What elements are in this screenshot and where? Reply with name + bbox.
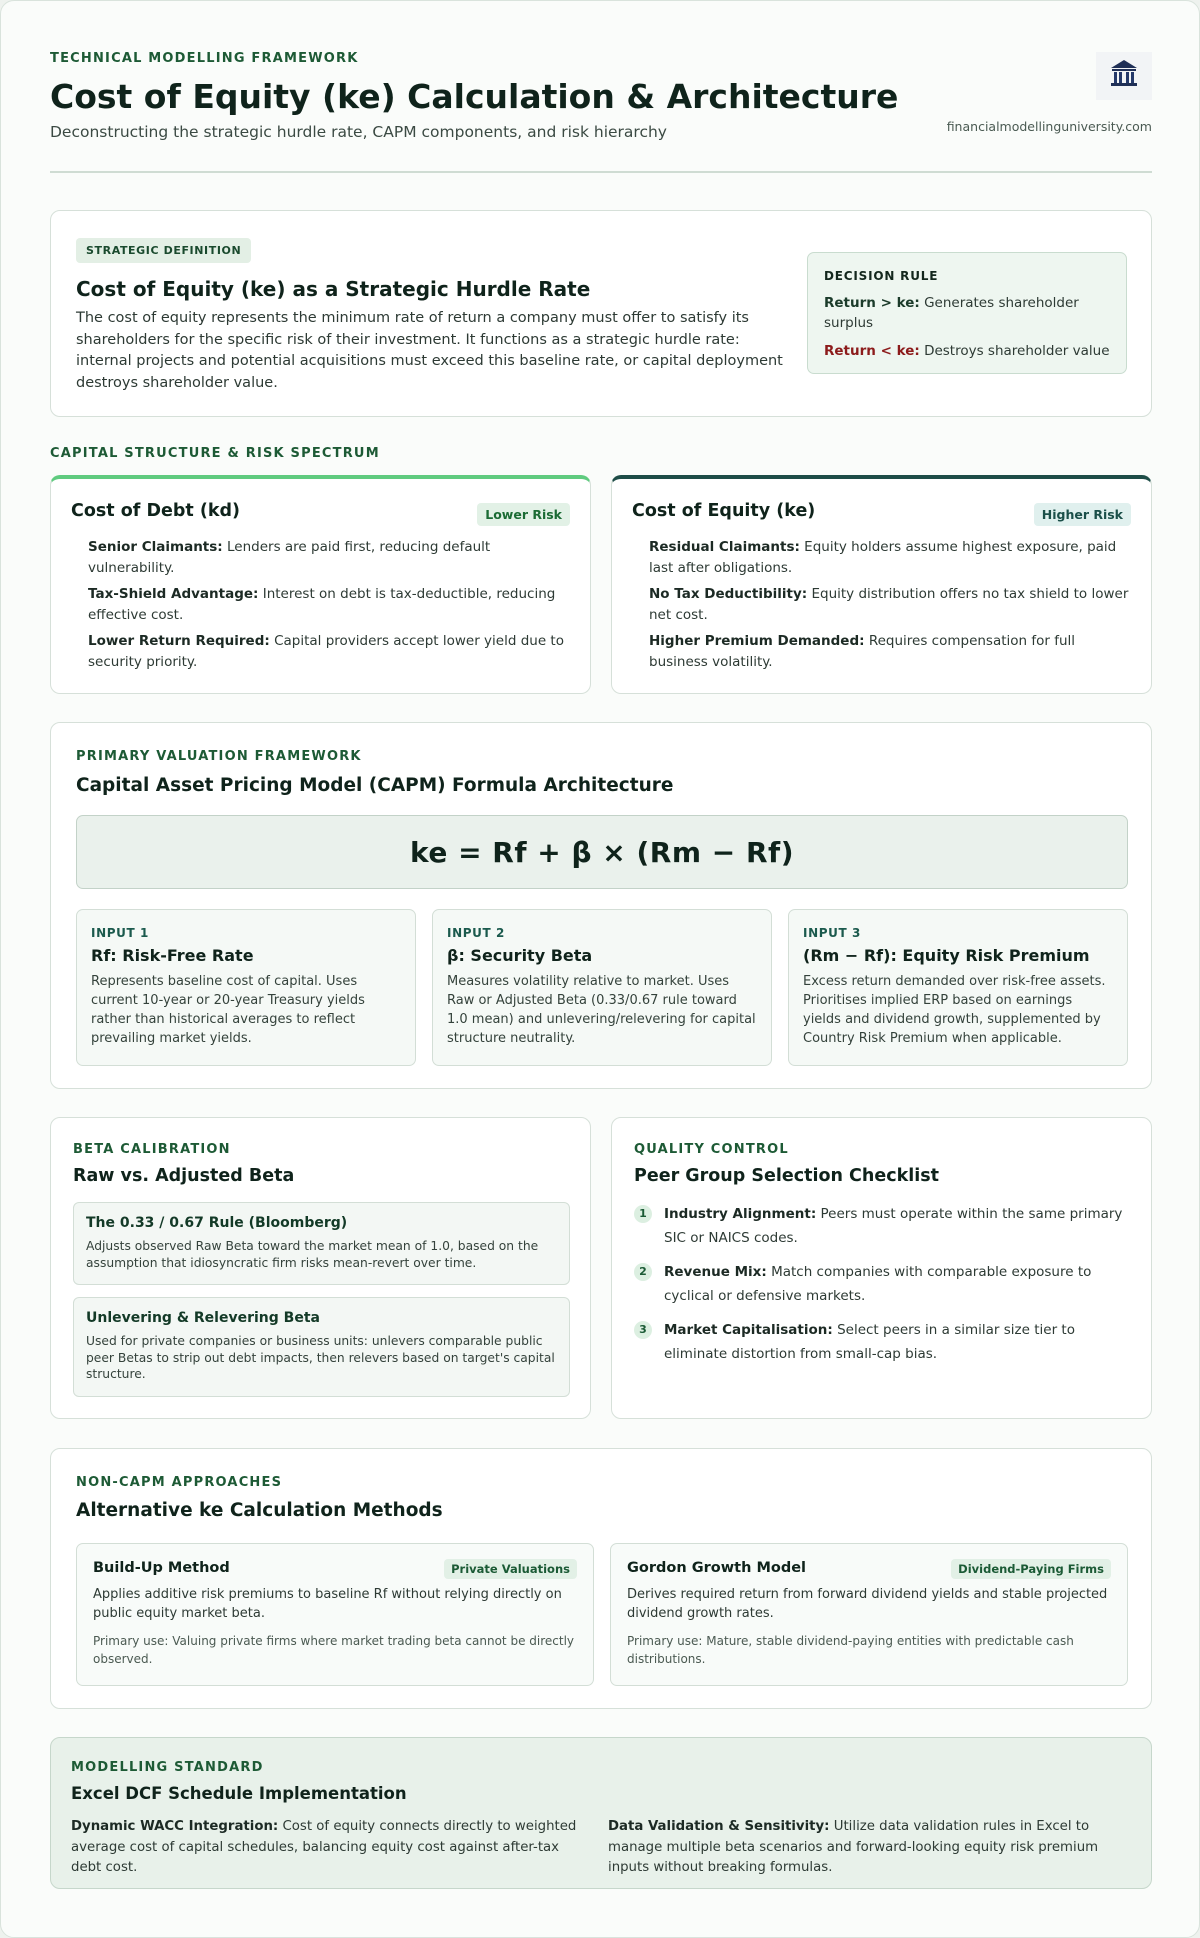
item-text: Select peers in a similar size tier to eliminate distortion from small-cap bias. bbox=[664, 1322, 1075, 1362]
alternative-methods-card bbox=[50, 1448, 1152, 1709]
negative-text: Destroys shareholder value bbox=[924, 343, 1110, 359]
method-badge: Private Valuations bbox=[444, 1559, 577, 1579]
list-item bbox=[649, 584, 1129, 626]
capm-card bbox=[50, 722, 1152, 1089]
item-label: Senior Claimants: bbox=[88, 539, 223, 555]
peer-checklist-card bbox=[611, 1117, 1152, 1419]
item-label: Industry Alignment: bbox=[664, 1206, 817, 1222]
definition-title: Cost of Equity (ke) as a Strategic Hurdle Rate bbox=[76, 277, 591, 301]
header bbox=[50, 49, 1152, 173]
method-title: Gordon Growth Model bbox=[627, 1560, 807, 1576]
debt-risk-badge: Lower Risk bbox=[477, 503, 570, 526]
method-badge: Dividend-Paying Firms bbox=[951, 1559, 1111, 1579]
decision-rule-positive bbox=[824, 293, 1110, 333]
beta-box-title: The 0.33 / 0.67 Rule (Bloomberg) bbox=[86, 1215, 348, 1231]
gordon-growth-card bbox=[610, 1543, 1128, 1686]
equity-list bbox=[649, 537, 1129, 678]
decision-rule-negative bbox=[824, 341, 1110, 361]
input-label: INPUT 2 bbox=[447, 926, 505, 940]
beta-rule-box bbox=[73, 1202, 570, 1285]
item-label: No Tax Deductibility: bbox=[649, 586, 808, 602]
item-text: Equity holders assume highest exposure, paid last after obligations. bbox=[649, 539, 1117, 576]
item-label: Revenue Mix: bbox=[664, 1264, 767, 1280]
method-use: Primary use: Valuing private firms where market trading beta cannot be directly observed. bbox=[93, 1634, 575, 1666]
alt-title: Alternative ke Calculation Methods bbox=[76, 1500, 443, 1521]
definition-pill: STRATEGIC DEFINITION bbox=[76, 238, 251, 263]
standard-col-wacc bbox=[71, 1817, 591, 1879]
input-desc: Excess return demanded over risk-free assets. Prioritises implied ERP based on earnings yields and dividend growth, supplemented by Country Risk Premium when applicable. bbox=[803, 974, 1106, 1046]
list-item bbox=[88, 584, 568, 626]
standard-col-validation bbox=[608, 1817, 1128, 1879]
method-desc: Applies additive risk premiums to baseline Rf without relying directly on public equity market beta. bbox=[93, 1587, 562, 1621]
col-label: Dynamic WACC Integration: bbox=[71, 1819, 279, 1834]
step-number: 3 bbox=[634, 1321, 652, 1339]
method-use: Primary use: Mature, stable dividend-paying entities with predictable cash distributions. bbox=[627, 1634, 1074, 1666]
beta-box-desc: Used for private companies or business units: unlevers comparable public peer Betas to strip out debt impacts, then relevers based on target's capital structure. bbox=[86, 1334, 555, 1381]
method-title: Build-Up Method bbox=[93, 1560, 230, 1576]
input-title: (Rm − Rf): Equity Risk Premium bbox=[803, 946, 1090, 965]
standard-eyebrow: MODELLING STANDARD bbox=[71, 1760, 264, 1775]
capm-title: Capital Asset Pricing Model (CAPM) Formula Architecture bbox=[76, 775, 674, 796]
capm-formula: ke = Rf + β × (Rm − Rf) bbox=[76, 815, 1128, 889]
definition-body: The cost of equity represents the minimum rate of return a company must offer to satisfy its shareholders for the specific risk of their investment. It functions as a strategic hurdle rate: internal projects and potential acquisitions must exceed this baseline rate, or capital deployment destroys shareholder value. bbox=[76, 310, 783, 391]
positive-label: Return > ke: bbox=[824, 295, 920, 311]
col-label: Data Validation & Sensitivity: bbox=[608, 1819, 830, 1834]
peer-list bbox=[634, 1202, 1134, 1376]
decision-rule-title: DECISION RULE bbox=[824, 269, 939, 283]
modelling-standard-panel bbox=[50, 1737, 1152, 1889]
list-item bbox=[649, 537, 1129, 579]
page-title: Cost of Equity (ke) Calculation & Architecture bbox=[50, 77, 899, 116]
spectrum-label: CAPITAL STRUCTURE & RISK SPECTRUM bbox=[50, 446, 380, 461]
list-item bbox=[634, 1202, 1134, 1250]
input-desc: Measures volatility relative to market. Uses Raw or Adjusted Beta (0.33/0.67 rule toward 1.0 mean) and unlevering/relevering for capital structure neutrality. bbox=[447, 974, 756, 1046]
debt-title: Cost of Debt (kd) bbox=[71, 501, 241, 521]
equity-risk-badge: Higher Risk bbox=[1034, 503, 1131, 526]
list-item bbox=[649, 631, 1129, 673]
input-card-risk-free bbox=[76, 909, 416, 1066]
page-subtitle: Deconstructing the strategic hurdle rate, CAPM components, and risk hierarchy bbox=[50, 123, 667, 141]
item-text: Capital providers accept lower yield due to security priority. bbox=[88, 633, 564, 670]
beta-calibration-card bbox=[50, 1117, 591, 1419]
item-text: Lenders are paid first, reducing default vulnerability. bbox=[88, 539, 491, 576]
strategic-definition-card bbox=[50, 210, 1152, 417]
negative-label: Return < ke: bbox=[824, 343, 920, 359]
cost-of-debt-card bbox=[50, 475, 591, 694]
item-text: Equity distribution offers no tax shield to lower net cost. bbox=[649, 586, 1129, 623]
step-number: 2 bbox=[634, 1263, 652, 1281]
header-eyebrow: TECHNICAL MODELLING FRAMEWORK bbox=[50, 51, 359, 66]
input-card-erp bbox=[788, 909, 1128, 1066]
capm-eyebrow: PRIMARY VALUATION FRAMEWORK bbox=[76, 749, 362, 764]
equity-title: Cost of Equity (ke) bbox=[632, 501, 816, 521]
item-text: Peers must operate within the same primary SIC or NAICS codes. bbox=[664, 1206, 1123, 1246]
step-number: 1 bbox=[634, 1205, 652, 1223]
peer-eyebrow: QUALITY CONTROL bbox=[634, 1142, 789, 1157]
positive-text: Generates shareholder surplus bbox=[824, 295, 1079, 331]
item-text: Match companies with comparable exposure to cyclical or defensive markets. bbox=[664, 1264, 1092, 1304]
standard-title: Excel DCF Schedule Implementation bbox=[71, 1784, 407, 1803]
input-title: Rf: Risk-Free Rate bbox=[91, 946, 254, 965]
item-text: Requires compensation for full business volatility. bbox=[649, 633, 1076, 670]
input-label: INPUT 3 bbox=[803, 926, 861, 940]
input-card-beta bbox=[432, 909, 772, 1066]
list-item bbox=[634, 1260, 1134, 1308]
col-text: Utilize data validation rules in Excel to manage multiple beta scenarios and forward-looking equity risk premium inputs without breaking formulas. bbox=[608, 1819, 1099, 1875]
beta-title: Raw vs. Adjusted Beta bbox=[73, 1166, 295, 1186]
list-item bbox=[88, 631, 568, 673]
build-up-method-card bbox=[76, 1543, 594, 1686]
decision-rule-box bbox=[807, 252, 1127, 374]
item-label: Lower Return Required: bbox=[88, 633, 270, 649]
beta-relever-box bbox=[73, 1297, 570, 1397]
list-item bbox=[634, 1318, 1134, 1366]
cost-of-equity-card bbox=[611, 475, 1152, 694]
input-label: INPUT 1 bbox=[91, 926, 149, 940]
item-label: Market Capitalisation: bbox=[664, 1322, 833, 1338]
debt-list bbox=[88, 537, 568, 678]
input-desc: Represents baseline cost of capital. Uses current 10-year or 20-year Treasury yields rather than historical averages to reflect prevailing market yields. bbox=[91, 974, 365, 1046]
alt-eyebrow: NON-CAPM APPROACHES bbox=[76, 1475, 283, 1490]
beta-box-desc: Adjusts observed Raw Beta toward the market mean of 1.0, based on the assumption that idiosyncratic firm risks mean-revert over time. bbox=[86, 1239, 539, 1270]
peer-title: Peer Group Selection Checklist bbox=[634, 1166, 939, 1186]
beta-eyebrow: BETA CALIBRATION bbox=[73, 1142, 231, 1157]
site-url: financialmodellinguniversity.com bbox=[946, 119, 1152, 134]
item-label: Tax-Shield Advantage: bbox=[88, 586, 259, 602]
beta-box-title: Unlevering & Relevering Beta bbox=[86, 1310, 320, 1326]
method-desc: Derives required return from forward dividend yields and stable projected dividend growth rates. bbox=[627, 1587, 1108, 1621]
item-label: Higher Premium Demanded: bbox=[649, 633, 865, 649]
input-title: β: Security Beta bbox=[447, 946, 593, 965]
university-logo bbox=[1096, 52, 1152, 100]
item-text: Interest on debt is tax-deductible, reducing effective cost. bbox=[88, 586, 556, 623]
col-text: Cost of equity connects directly to weighted average cost of capital schedules, balancing equity cost against after-tax debt cost. bbox=[71, 1819, 577, 1875]
item-label: Residual Claimants: bbox=[649, 539, 800, 555]
list-item bbox=[88, 537, 568, 579]
